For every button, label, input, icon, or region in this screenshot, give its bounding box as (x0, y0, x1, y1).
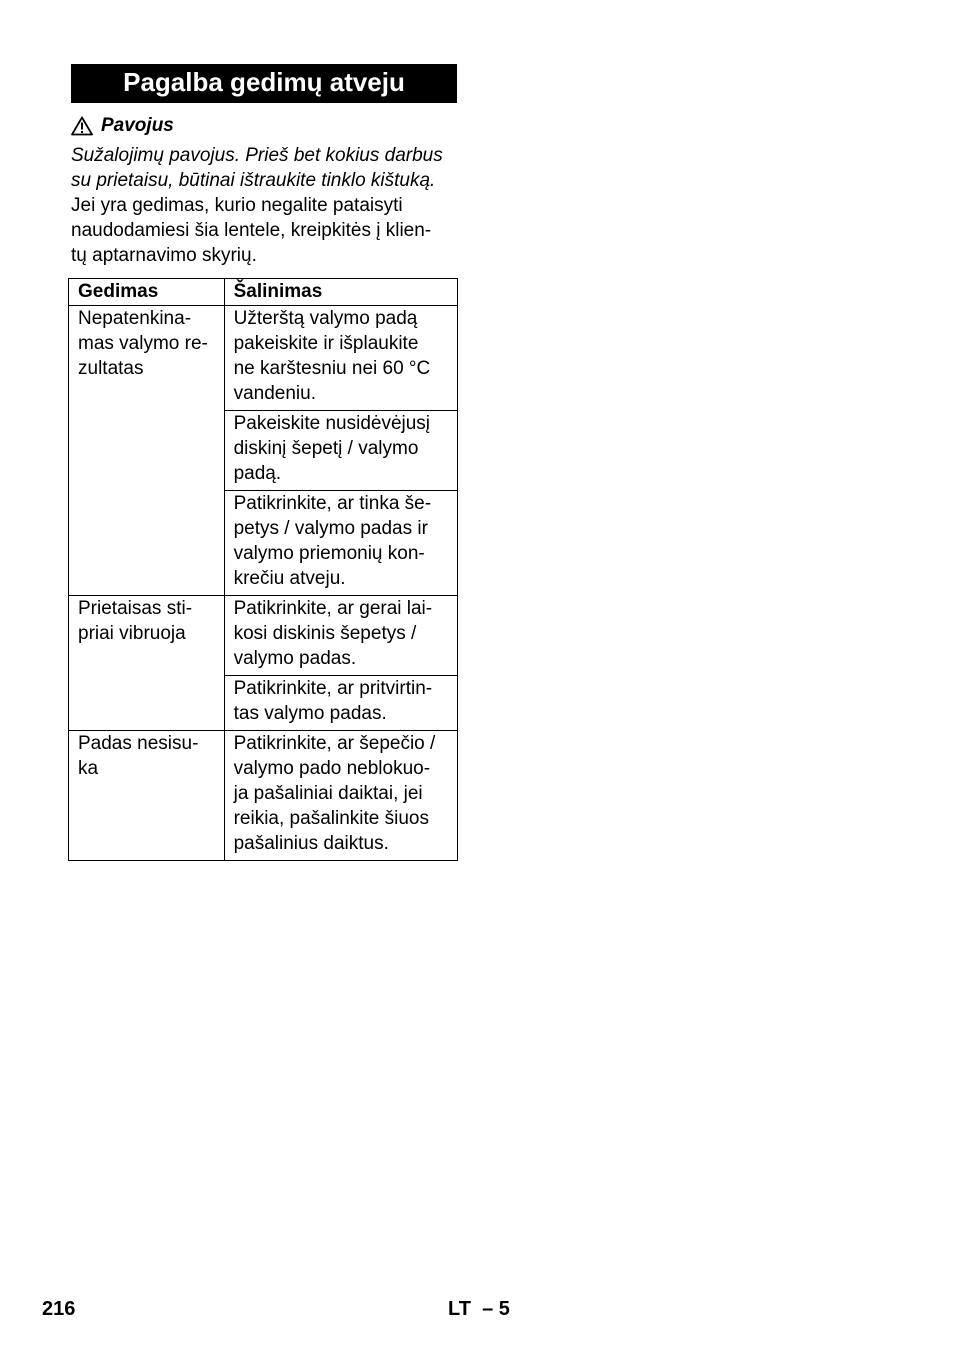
danger-label: Pavojus (101, 115, 174, 136)
cell-line: priai vibruoja (78, 623, 186, 644)
cell-line: Patikrinkite, ar tinka še- (233, 493, 432, 514)
cell-line: zultatas (78, 358, 144, 379)
remedy-cell (224, 306, 457, 411)
intro-line: Jei yra gedimas, kurio negalite pataisyti (71, 195, 403, 216)
cell-line: padą. (233, 463, 282, 484)
cell-line: mas valymo re- (78, 333, 208, 354)
cell-line: valymo pado neblokuo- (233, 758, 431, 779)
cell-line: vandeniu. (233, 383, 316, 404)
cell-line: kosi diskinis šepetys / (233, 623, 417, 644)
cell-line: Nepatenkina- (78, 308, 192, 329)
table-row (69, 596, 458, 676)
cell-line: diskinį šepetį / valymo (233, 438, 419, 459)
fault-cell (69, 731, 225, 861)
troubleshooting-table (68, 278, 458, 861)
table-row (69, 306, 458, 411)
cell-line: tas valymo padas. (233, 703, 387, 724)
remedy-cell (224, 731, 457, 861)
danger-text (71, 143, 463, 193)
cell-line: pakeiskite ir išplaukite (233, 333, 419, 354)
table-header-row (69, 279, 458, 306)
cell-line: Patikrinkite, ar šepečio / (233, 733, 436, 754)
cell-line: ka (78, 758, 99, 779)
cell-line: Patikrinkite, ar pritvirtin- (233, 678, 433, 699)
remedy-cell (224, 596, 457, 676)
section-heading: Pagalba gedimų atveju (71, 64, 457, 103)
table-row (69, 731, 458, 861)
fault-cell (69, 306, 225, 596)
cell-line: Prietaisas sti- (78, 598, 193, 619)
danger-text-line: su prietaisu, būtinai ištraukite tinklo kištuką. (71, 170, 436, 191)
intro-line: tų aptarnavimo skyrių. (71, 245, 257, 266)
cell-line: reikia, pašalinkite šiuos (233, 808, 429, 829)
header-remedy: Šalinimas (224, 279, 457, 306)
cell-line: krečiu atveju. (233, 568, 346, 589)
cell-line: Patikrinkite, ar gerai lai- (233, 598, 433, 619)
fault-cell (69, 596, 225, 731)
danger-notice (71, 113, 174, 139)
intro-line: naudodamiesi šia lentele, kreipkitės į klien- (71, 220, 432, 241)
section-page-label: LT – 5 (448, 1298, 510, 1320)
cell-line: pašalinius daiktus. (233, 833, 389, 854)
remedy-cell (224, 676, 457, 731)
cell-line: Užterštą valymo padą (233, 308, 418, 329)
intro-paragraph (71, 193, 463, 268)
warning-triangle-icon (71, 116, 93, 136)
cell-line: ne karštesniu nei 60 °C (233, 358, 431, 379)
cell-line: valymo padas. (233, 648, 357, 669)
cell-line: Padas nesisu- (78, 733, 199, 754)
header-fault: Gedimas (69, 279, 225, 306)
cell-line: Pakeiskite nusidėvėjusį (233, 413, 431, 434)
page-number: 216 (42, 1298, 76, 1320)
remedy-cell (224, 411, 457, 491)
cell-line: valymo priemonių kon- (233, 543, 425, 564)
cell-line: petys / valymo padas ir (233, 518, 428, 539)
remedy-cell (224, 491, 457, 596)
cell-line: ja pašaliniai daiktai, jei (233, 783, 423, 804)
danger-text-line: Sužalojimų pavojus. Prieš bet kokius darbus (71, 145, 443, 166)
